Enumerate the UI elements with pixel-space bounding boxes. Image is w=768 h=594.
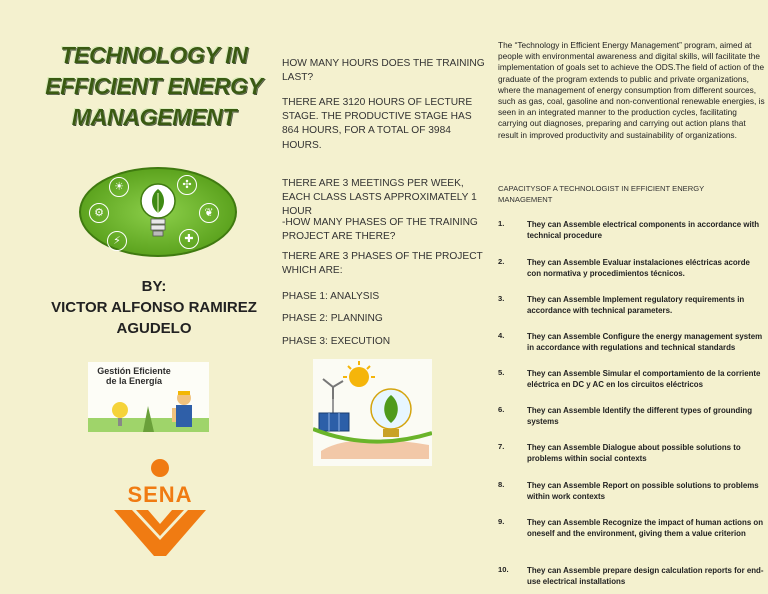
phase-1: PHASE 1: ANALYSIS	[282, 291, 380, 302]
capacity-number: 5.	[498, 368, 505, 377]
capacity-text: They can Assemble Dialogue about possible solutions to problems within social contexts	[527, 443, 741, 464]
wind-turbine-icon: ✣	[177, 175, 197, 195]
capacity-number: 2.	[498, 257, 505, 266]
gestion-text: Gestión Eficiente de la Energía	[97, 366, 171, 386]
gestion-eficiente-image	[88, 362, 209, 432]
capacities-title: CAPACITYSOF A TECHNOLOGIST IN EFFICIENT ENERGY MANAGEMENT	[498, 184, 705, 204]
question-phases: -HOW MANY PHASES OF THE TRAINING PROJECT ARE THERE?	[282, 217, 478, 243]
capacity-text: They can Assemble Report on possible solutions to problems within work contexts	[527, 481, 759, 502]
phase-3: PHASE 3: EXECUTION	[282, 336, 391, 347]
capacity-number: 1.	[498, 219, 505, 228]
capacity-item	[498, 368, 766, 396]
leaf-icon: ❦	[199, 203, 219, 223]
capacity-item	[498, 257, 766, 285]
meetings-info: THERE ARE 3 MEETINGS PER WEEK, EACH CLASS LASTS APPROXIMATELY 1 HOUR	[282, 178, 477, 218]
capacity-number: 10.	[498, 565, 509, 574]
capacity-text: They can Assemble Simular el comportamiento de la corriente eléctrica en DC y AC en los circuitos eléctricos	[527, 369, 761, 390]
answer-hours: THERE ARE 3120 HOURS OF LECTURE STAGE. THE PRODUCTIVE STAGE HAS 864 HOURS, FOR A TOTAL OF 3984 HOURS.	[282, 97, 473, 151]
capacity-text: They can Assemble Implement regulatory requirements in accordance with technical parameters.	[527, 295, 745, 316]
capacity-number: 9.	[498, 517, 505, 526]
by-label: BY:	[141, 278, 167, 295]
capacity-item	[498, 442, 766, 470]
gear-icon: ⚙	[89, 203, 109, 223]
capacity-item	[498, 331, 766, 359]
capacity-item	[498, 480, 766, 508]
renewable-illustration	[313, 359, 432, 466]
capacity-item	[498, 219, 766, 247]
capacity-number: 3.	[498, 294, 505, 303]
capacity-text: They can Assemble Evaluar instalaciones eléctricas acorde con normativa y procedimientos técnicos.	[527, 258, 750, 279]
capacity-text: They can Assemble Configure the energy management system in accordance with regulations and technical standards	[527, 332, 763, 353]
capacity-text: They can Assemble Recognize the impact of human actions on oneself and the environment, giving them a value criterion	[527, 518, 764, 539]
answer-phases: THERE ARE 3 PHASES OF THE PROJECT WHICH ARE:	[282, 251, 483, 277]
lightning-icon: ⚡	[107, 231, 127, 251]
capacity-item	[498, 565, 766, 593]
capacity-text: They can Assemble electrical components in accordance with technical procedure	[527, 220, 760, 241]
capacity-number: 6.	[498, 405, 505, 414]
capacity-text: They can Assemble Identify the different types of grounding systems	[527, 406, 753, 427]
author-block	[40, 276, 268, 339]
sena-logo	[108, 458, 212, 558]
sun-icon: ☀	[109, 177, 129, 197]
worker-illustration	[88, 388, 209, 432]
renewable-energy-image	[313, 359, 432, 466]
capacity-item	[498, 405, 766, 433]
capacity-number: 8.	[498, 480, 505, 489]
plug-icon: ✚	[179, 229, 199, 249]
capacity-item	[498, 517, 766, 545]
program-description: The “Technology in Efficient Energy Management” program, aimed at people with environmental awareness and digital skills, will facilitate the implementation of goals set to achieve the ODS.The field of action of the graduate of the program extends to public and private organizations, where the management of energy consumption from different sources, such as gas, coal, gasoline and non-conventional renewable energies, is seen in an integrated manner to the production cycles, facilitating carrying out diagnoses, preparing and carrying out action plans that result in improved productivity and sustainability of organizations.	[498, 40, 765, 140]
question-hours: HOW MANY HOURS DOES THE TRAINING LAST?	[282, 58, 485, 84]
sena-wordmark: SENA	[127, 482, 193, 507]
capacity-number: 4.	[498, 331, 505, 340]
capacity-number: 7.	[498, 442, 505, 451]
leaf-bulb-icon	[138, 181, 178, 243]
cover-panel	[0, 0, 270, 594]
capacity-text: They can Assemble prepare design calculation reports for end-use electrical installations	[527, 566, 764, 587]
cover-title: TECHNOLOGY IN EFFICIENT ENERGY MANAGEMENT	[45, 42, 263, 130]
author-name: VICTOR ALFONSO RAMIREZ AGUDELO	[51, 299, 257, 337]
capacity-item	[498, 294, 766, 322]
phase-2: PHASE 2: PLANNING	[282, 313, 383, 324]
sena-logo-mark	[108, 458, 212, 558]
